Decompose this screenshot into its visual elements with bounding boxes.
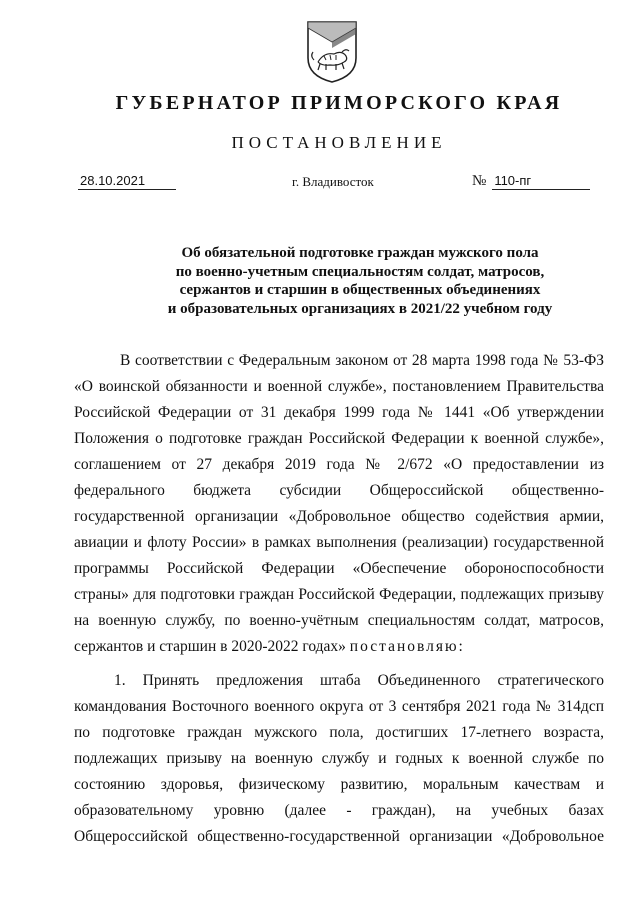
document-number-block: [472, 172, 590, 190]
document-date: 28.10.2021: [78, 173, 176, 190]
document-city: г. Владивосток: [292, 174, 374, 189]
document-body: [74, 348, 604, 850]
preamble-paragraph: [74, 348, 604, 660]
title-line: Об обязательной подготовке граждан мужского пола: [181, 245, 539, 261]
document-number: 110-пг: [492, 173, 590, 190]
title-line: по военно-учетным специальностям солдат, матросов,: [175, 263, 545, 280]
number-sign: №: [472, 173, 487, 189]
decree-word: постановляю:: [349, 638, 465, 655]
title-line: и образовательных организациях в 2021/22 учебном году: [167, 300, 553, 317]
item-1-paragraph: 1. Принять предложения штаба Объединенного стратегического командования Восточного военного округа от 3 сентября 2021 года № 314дсп по подготовке граждан мужского пола, достигших 17-летнего возраста, подлежащих призыву на военную службу и годных к военной службе по состоянию здоровья, физическому развитию, моральным качествам и образовательному уровню (далее - граждан), на учебных базах Общероссийской общественно-государственной организации «Добровольное: [74, 672, 604, 845]
issuing-authority: ГУБЕРНАТОР ПРИМОРСКОГО КРАЯ: [115, 92, 563, 114]
document-title: [0, 244, 640, 318]
title-line: сержантов и старшин в общественных объединениях: [179, 282, 541, 298]
document-type: ПОСТАНОВЛЕНИЕ: [231, 133, 447, 152]
preamble-text: В соответствии с Федеральным законом от 28 марта 1998 года № 53-ФЗ «О воинской обязанности и военной службе», постановлением Правительства Российской Федерации от 31 декабря 1999 года № 1441 «Об утверждении Положения о подготовке граждан Российской Федерации к военной службе», соглашением от 27 декабря 2019 года № 2/672 «О предоставлении из федерального бюджета субсидии Общероссийской общественно-государственной организации «Добровольное общество содействия армии, авиации и флоту России» в рамках выполнения (реализации) государственной программы Российской Федерации «Обеспечение обороноспособности страны» для подготовки граждан Российской Федерации, подлежащих призыву на военную службу, по военно-учётным специальностям солдат, матросов, сержантов и старшин в 2020-2022 годах»: [74, 352, 604, 655]
coat-of-arms-icon: [304, 20, 360, 84]
